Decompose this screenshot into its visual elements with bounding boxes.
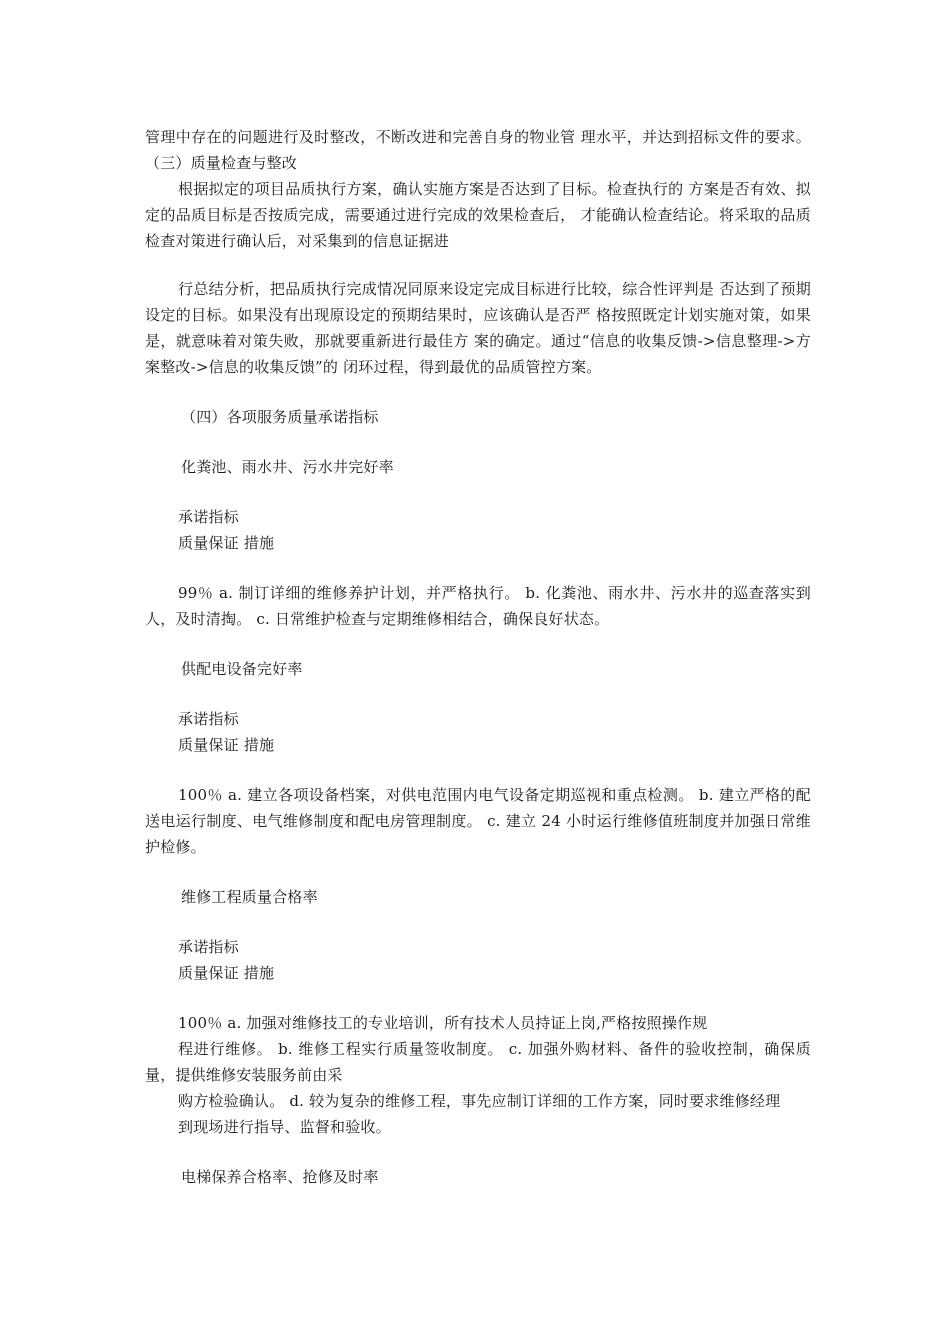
document-page — [145, 124, 811, 1190]
item-3-title: 维修工程质量合格率 — [181, 888, 318, 906]
item-3-label-commitment: 承诺指标 — [178, 938, 239, 956]
item-2-detail: 100％ a. 建立各项设备档案，对供电范围内电气设备定期巡视和重点检测。 b. 建立严格的配送电运行制度、电气维修制度和配电房管理制度。 c. 建立 24 小时运行维修值班制度并加强日常维护检修。 — [145, 786, 811, 856]
item-1-title: 化粪池、雨水井、污水井完好率 — [181, 458, 394, 476]
item-1-detail: 99％ a. 制订详细的维修养护计划，并严格执行。 b. 化粪池、雨水井、污水井的巡查落实到人，及时清掏。 c. 日常维护检查与定期维修相结合，确保良好状态。 — [145, 584, 811, 628]
paragraph-3: 行总结分析，把品质执行完成情况同原来设定完成目标进行比较，综合性评判是 否达到了预期设定的目标。如果没有出现原设定的预期结果时，应该确认是否严 格按照既定计划实施对策，如果是，就意味着对策失败，那就要重新进行最佳方 案的确定。通过“信息的收集反馈->信息整理->方案整改->信息的收集反馈”的 闭环过程，得到最优的品质管控方案。 — [145, 280, 811, 376]
item-3-label-measures: 质量保证 措施 — [178, 964, 275, 982]
item-2-label-commitment: 承诺指标 — [178, 710, 239, 728]
item-1-label-commitment: 承诺指标 — [178, 508, 239, 526]
paragraph-1: 管理中存在的问题进行及时整改，不断改进和完善自身的物业管 理水平，并达到招标文件的要求。 （三）质量检查与整改 — [145, 128, 811, 172]
item-2-label-measures: 质量保证 措施 — [178, 736, 275, 754]
item-2-title: 供配电设备完好率 — [181, 660, 303, 678]
item-3-detail-line-2: 程进行维修。 b. 维修工程实行质量签收制度。 c. 加强外购材料、备件的验收控制，确保质量，提供维修安装服务前由采 — [145, 1040, 811, 1084]
item-3-detail-line-3: 购方检验确认。 d. 较为复杂的维修工程，事先应制订详细的工作方案，同时要求维修经理 — [178, 1092, 781, 1110]
item-3-detail-line-4: 到现场进行指导、监督和验收。 — [178, 1118, 391, 1136]
item-1-label-measures: 质量保证 措施 — [178, 534, 275, 552]
item-3-detail-line-1: 100％ a. 加强对维修技工的专业培训，所有技术人员持证上岗,严格按照操作规 — [178, 1014, 708, 1032]
paragraph-2: 根据拟定的项目品质执行方案，确认实施方案是否达到了目标。检查执行的 方案是否有效、拟定的品质目标是否按质完成，需要通过进行完成的效果检查后， 才能确认检查结论。将采取的品质检查对策进行确认后，对采集到的信息证据进 — [145, 180, 811, 250]
section-4-heading: （四）各项服务质量承诺指标 — [181, 408, 379, 426]
item-4-title: 电梯保养合格率、抢修及时率 — [181, 1168, 379, 1186]
